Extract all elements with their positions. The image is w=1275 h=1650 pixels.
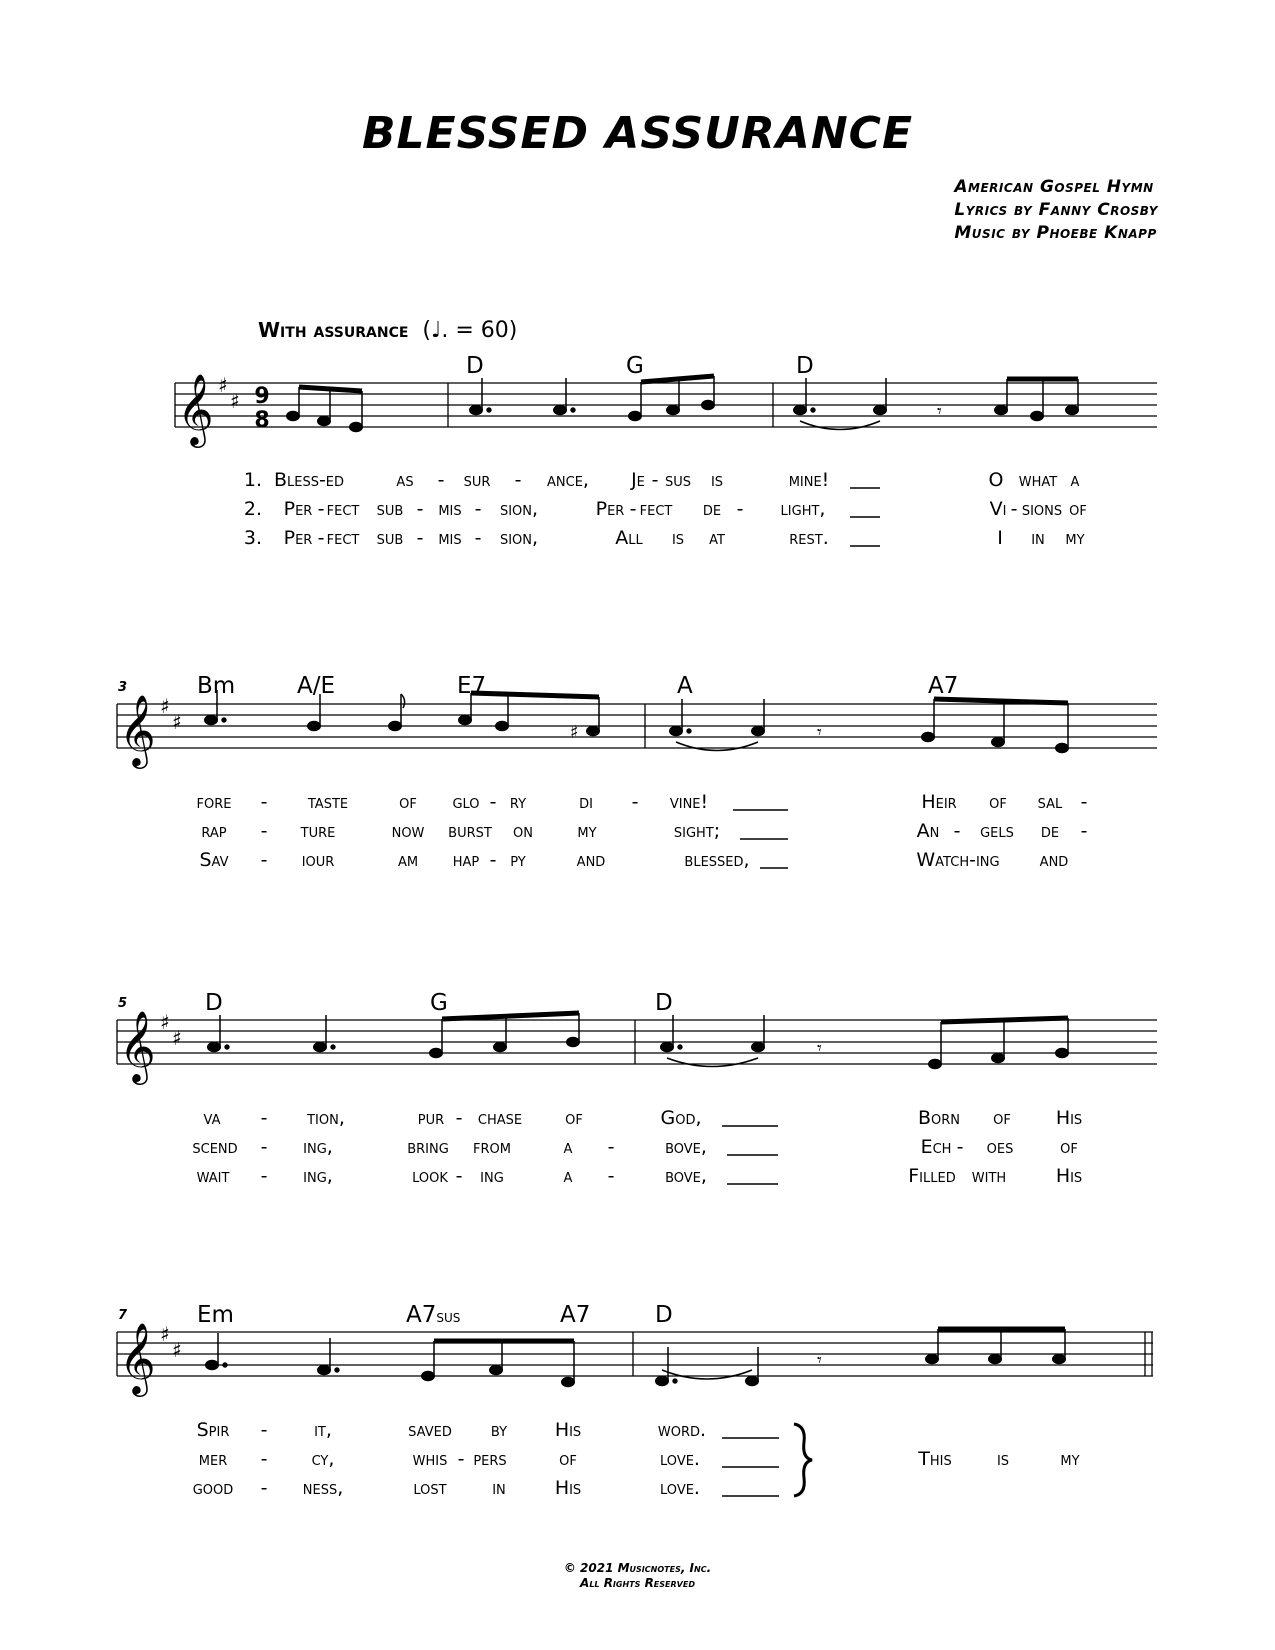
staff-lines	[117, 1332, 1153, 1376]
svg-text:D: D	[205, 990, 223, 1016]
svg-text:oes: oes	[986, 1136, 1014, 1158]
svg-text:my: my	[1065, 527, 1085, 549]
eighth-rest-icon: 𝄾	[817, 1038, 822, 1059]
svg-text:♯: ♯	[218, 373, 228, 397]
svg-text:by: by	[490, 1419, 508, 1441]
svg-text:mis: mis	[438, 498, 462, 520]
svg-text:sion,: sion,	[499, 498, 539, 520]
svg-text:All: All	[615, 527, 643, 549]
svg-text:a: a	[1070, 469, 1080, 491]
svg-text:on: on	[513, 820, 533, 842]
svg-text:♯: ♯	[172, 1338, 182, 1362]
svg-text:-: -	[607, 1165, 615, 1187]
notes	[206, 1333, 576, 1387]
svg-text:of: of	[993, 1107, 1011, 1129]
svg-text:iour: iour	[301, 849, 335, 871]
svg-text:rap: rap	[201, 820, 227, 842]
svg-text:Sav: Sav	[199, 849, 229, 871]
lyrics	[192, 1107, 1082, 1187]
svg-text:Je: Je	[631, 469, 645, 491]
key-signature	[160, 1322, 182, 1362]
svg-text:and: and	[576, 849, 606, 871]
svg-text:I: I	[997, 527, 1003, 549]
svg-text:a: a	[563, 1136, 573, 1158]
svg-text:3.: 3.	[243, 527, 263, 549]
eighth-rest-icon: 𝄾	[817, 722, 822, 743]
svg-text:D: D	[796, 353, 814, 379]
treble-clef-icon: 𝄞	[119, 693, 156, 766]
svg-text:-: -	[489, 849, 497, 871]
chord-symbols	[197, 1302, 673, 1328]
svg-text:fect: fect	[326, 527, 360, 549]
svg-text:it,: it,	[314, 1419, 332, 1441]
time-signature	[254, 384, 269, 433]
tie	[676, 742, 758, 751]
svg-text:is: is	[671, 527, 685, 549]
svg-text:ture: ture	[300, 820, 336, 842]
svg-text:Per: Per	[283, 527, 313, 549]
svg-text:♯: ♯	[570, 722, 579, 743]
chord-a7sus: A7sus	[406, 1302, 461, 1328]
svg-text:bring: bring	[407, 1136, 449, 1158]
svg-text:-: -	[956, 1136, 964, 1158]
lyrics	[193, 1419, 1080, 1499]
svg-text:blessed,: blessed,	[684, 849, 750, 871]
svg-text:and: and	[1039, 849, 1069, 871]
svg-text:Filled: Filled	[908, 1165, 956, 1187]
svg-text:is: is	[996, 1448, 1010, 1470]
svg-text:-: -	[260, 849, 268, 871]
verse-brace	[794, 1424, 812, 1496]
svg-text:-: -	[489, 791, 497, 813]
svg-text:sight;: sight;	[673, 820, 721, 842]
svg-text:-: -	[455, 1107, 463, 1129]
svg-text:of: of	[989, 791, 1007, 813]
svg-text:sions: sions	[1021, 498, 1063, 520]
svg-text:-: -	[260, 791, 268, 813]
eighth-rest-icon: 𝄾	[817, 1350, 822, 1371]
svg-text:His: His	[1055, 1165, 1083, 1187]
system-4	[117, 1302, 1153, 1499]
svg-text:G: G	[430, 990, 448, 1016]
svg-text:A: A	[677, 673, 693, 699]
svg-text:Bm: Bm	[197, 673, 236, 699]
svg-text:-: -	[317, 527, 325, 549]
svg-text:♯: ♯	[160, 694, 170, 718]
system-2	[117, 673, 1157, 871]
svg-text:glo: glo	[452, 791, 480, 813]
svg-text:-: -	[514, 469, 522, 491]
credit-composer: Music by Phoebe Knapp	[954, 223, 1157, 243]
svg-text:-: -	[317, 498, 325, 520]
svg-text:Vi: Vi	[989, 498, 1007, 520]
svg-text:His: His	[1055, 1107, 1083, 1129]
svg-text:bove,: bove,	[665, 1136, 707, 1158]
svg-text:-: -	[260, 1136, 268, 1158]
svg-text:love.: love.	[660, 1477, 700, 1499]
svg-text:fect: fect	[639, 498, 673, 520]
svg-text:from: from	[473, 1136, 511, 1158]
chord-symbols	[466, 353, 814, 379]
svg-text:taste: taste	[307, 791, 349, 813]
measure-number: 5	[118, 996, 128, 1011]
svg-text:saved: saved	[408, 1419, 452, 1441]
svg-text:a: a	[563, 1165, 573, 1187]
svg-text:at: at	[709, 527, 725, 549]
svg-text:of: of	[1069, 498, 1087, 520]
svg-text:of: of	[399, 791, 417, 813]
treble-clef-icon: 𝄞	[119, 1321, 156, 1394]
svg-text:-: -	[260, 1477, 268, 1499]
svg-text:of: of	[565, 1107, 583, 1129]
svg-text:mer: mer	[198, 1448, 228, 1470]
svg-text:hap: hap	[452, 849, 480, 871]
svg-text:py: py	[510, 849, 526, 871]
svg-text:Em: Em	[197, 1302, 234, 1328]
copyright-line: © 2021 Musicnotes, Inc.	[563, 1561, 712, 1575]
system-1	[175, 353, 1157, 549]
svg-text:ing: ing	[480, 1165, 504, 1187]
svg-text:light,: light,	[780, 498, 826, 520]
svg-text:-: -	[416, 498, 424, 520]
svg-text:God,: God,	[660, 1107, 702, 1129]
svg-text:-: -	[457, 1448, 465, 1470]
svg-text:♯: ♯	[230, 389, 240, 413]
svg-text:vine!: vine!	[669, 791, 709, 813]
svg-text:A7: A7	[928, 673, 959, 699]
svg-text:D: D	[655, 990, 673, 1016]
metronome-mark: (♩. = 60)	[422, 318, 518, 343]
svg-text:wait: wait	[196, 1165, 230, 1187]
svg-text:-: -	[260, 1448, 268, 1470]
svg-text:1.: 1.	[243, 469, 263, 491]
svg-text:-: -	[437, 469, 445, 491]
svg-text:-: -	[260, 1107, 268, 1129]
notes	[794, 378, 1079, 430]
svg-text:lost: lost	[413, 1477, 447, 1499]
svg-text:9: 9	[254, 384, 270, 409]
svg-text:Ech: Ech	[920, 1136, 952, 1158]
svg-text:of: of	[559, 1448, 577, 1470]
svg-text:sus: sus	[664, 469, 692, 491]
credit-origin: American Gospel Hymn	[954, 177, 1154, 197]
svg-text:sion,: sion,	[499, 527, 539, 549]
svg-text:look: look	[412, 1165, 448, 1187]
svg-text:-: -	[631, 791, 639, 813]
key-signature	[160, 694, 182, 734]
svg-text:Bless-ed: Bless-ed	[273, 469, 345, 491]
lyrics	[244, 469, 1087, 549]
svg-text:-: -	[474, 498, 482, 520]
svg-text:An: An	[916, 820, 940, 842]
svg-text:ness,: ness,	[302, 1477, 344, 1499]
svg-text:-: -	[260, 820, 268, 842]
treble-clef-icon: 𝄞	[177, 372, 214, 445]
svg-text:Heir: Heir	[921, 791, 957, 813]
svg-text:now: now	[391, 820, 425, 842]
svg-text:bove,: bove,	[665, 1165, 707, 1187]
svg-text:with: with	[971, 1165, 1007, 1187]
chord-symbols	[205, 990, 673, 1016]
svg-text:de: de	[702, 498, 722, 520]
svg-text:burst: burst	[448, 820, 492, 842]
svg-text:This: This	[918, 1448, 952, 1470]
svg-text:A7: A7	[560, 1302, 591, 1328]
svg-text:de: de	[1040, 820, 1060, 842]
svg-text:my: my	[577, 820, 597, 842]
svg-text:fore: fore	[196, 791, 232, 813]
tie	[800, 421, 880, 430]
treble-clef-icon: 𝄞	[119, 1009, 156, 1082]
lyrics	[197, 791, 1088, 871]
svg-text:A/E: A/E	[297, 673, 336, 699]
svg-text:my: my	[1060, 1448, 1080, 1470]
svg-text:in: in	[1031, 527, 1045, 549]
svg-text:love.: love.	[660, 1448, 700, 1470]
measure-number: 3	[118, 680, 128, 695]
svg-text:am: am	[397, 849, 419, 871]
svg-text:G: G	[626, 353, 644, 379]
svg-text:good: good	[192, 1477, 234, 1499]
svg-text:sub: sub	[376, 498, 404, 520]
svg-text:va: va	[203, 1107, 221, 1129]
svg-text:His: His	[554, 1477, 582, 1499]
svg-text:ing,: ing,	[303, 1136, 333, 1158]
svg-text:pers: pers	[473, 1448, 507, 1470]
svg-text:Per: Per	[283, 498, 313, 520]
svg-text:O: O	[988, 469, 1004, 491]
notes	[656, 1329, 1066, 1386]
svg-text:Watch-ing: Watch-ing	[916, 849, 1000, 871]
svg-text:-: -	[1010, 498, 1018, 520]
rights-line: All Rights Reserved	[580, 1576, 695, 1590]
measure-number: 7	[118, 1308, 128, 1323]
svg-text:mine!: mine!	[788, 469, 830, 491]
svg-text:His: His	[554, 1419, 582, 1441]
svg-text:fect: fect	[326, 498, 360, 520]
svg-text:-: -	[736, 498, 744, 520]
svg-text:Born: Born	[917, 1107, 961, 1129]
svg-text:chase: chase	[477, 1107, 523, 1129]
svg-text:sub: sub	[376, 527, 404, 549]
svg-text:Spir: Spir	[196, 1419, 230, 1441]
svg-text:of: of	[1060, 1136, 1078, 1158]
svg-text:sur: sur	[463, 469, 491, 491]
notes	[205, 690, 600, 743]
svg-text:-: -	[953, 820, 961, 842]
svg-text:♯: ♯	[172, 710, 182, 734]
svg-text:cy,: cy,	[311, 1448, 335, 1470]
system-3	[117, 990, 1157, 1187]
svg-text:-: -	[455, 1165, 463, 1187]
svg-text:sal: sal	[1037, 791, 1063, 813]
svg-text:tion,: tion,	[307, 1107, 345, 1129]
svg-text:D: D	[466, 353, 484, 379]
svg-text:8: 8	[254, 408, 270, 433]
svg-text:what: what	[1018, 469, 1058, 491]
credit-lyricist: Lyrics by Fanny Crosby	[954, 200, 1158, 220]
svg-text:D: D	[655, 1302, 673, 1328]
svg-text:ing,: ing,	[303, 1165, 333, 1187]
svg-text:-: -	[651, 469, 659, 491]
svg-text:ance,: ance,	[547, 469, 589, 491]
svg-text:♯: ♯	[160, 1010, 170, 1034]
svg-text:scend: scend	[192, 1136, 238, 1158]
svg-text:mis: mis	[438, 527, 462, 549]
svg-text:♯: ♯	[172, 1026, 182, 1050]
tie	[667, 1058, 758, 1067]
svg-text:-: -	[1080, 820, 1088, 842]
svg-text:in: in	[492, 1477, 506, 1499]
svg-text:♯: ♯	[160, 1322, 170, 1346]
song-title: BLESSED ASSURANCE	[361, 108, 914, 159]
svg-text:-: -	[260, 1419, 268, 1441]
svg-text:pur: pur	[417, 1107, 445, 1129]
svg-text:as: as	[396, 469, 414, 491]
copyright-footer	[0, 1561, 1275, 1591]
key-signature	[218, 373, 240, 413]
svg-text:word.: word.	[657, 1419, 707, 1441]
svg-text:-: -	[607, 1136, 615, 1158]
svg-text:rest.: rest.	[789, 527, 829, 549]
svg-text:-: -	[474, 527, 482, 549]
key-signature	[160, 1010, 182, 1050]
tempo-text: With assurance	[258, 318, 409, 342]
eighth-rest-icon: 𝄾	[937, 401, 942, 422]
svg-text:-: -	[416, 527, 424, 549]
tie	[662, 1370, 752, 1379]
svg-text:ry: ry	[509, 791, 527, 813]
svg-text:E7: E7	[457, 673, 487, 699]
svg-text:-: -	[260, 1165, 268, 1187]
svg-text:-: -	[1080, 791, 1088, 813]
svg-text:di: di	[579, 791, 593, 813]
svg-text:whis: whis	[412, 1448, 448, 1470]
svg-text:Per: Per	[595, 498, 625, 520]
svg-text:-: -	[629, 498, 637, 520]
svg-text:is: is	[710, 469, 724, 491]
svg-text:2.: 2.	[243, 498, 263, 520]
svg-text:gels: gels	[980, 820, 1014, 842]
